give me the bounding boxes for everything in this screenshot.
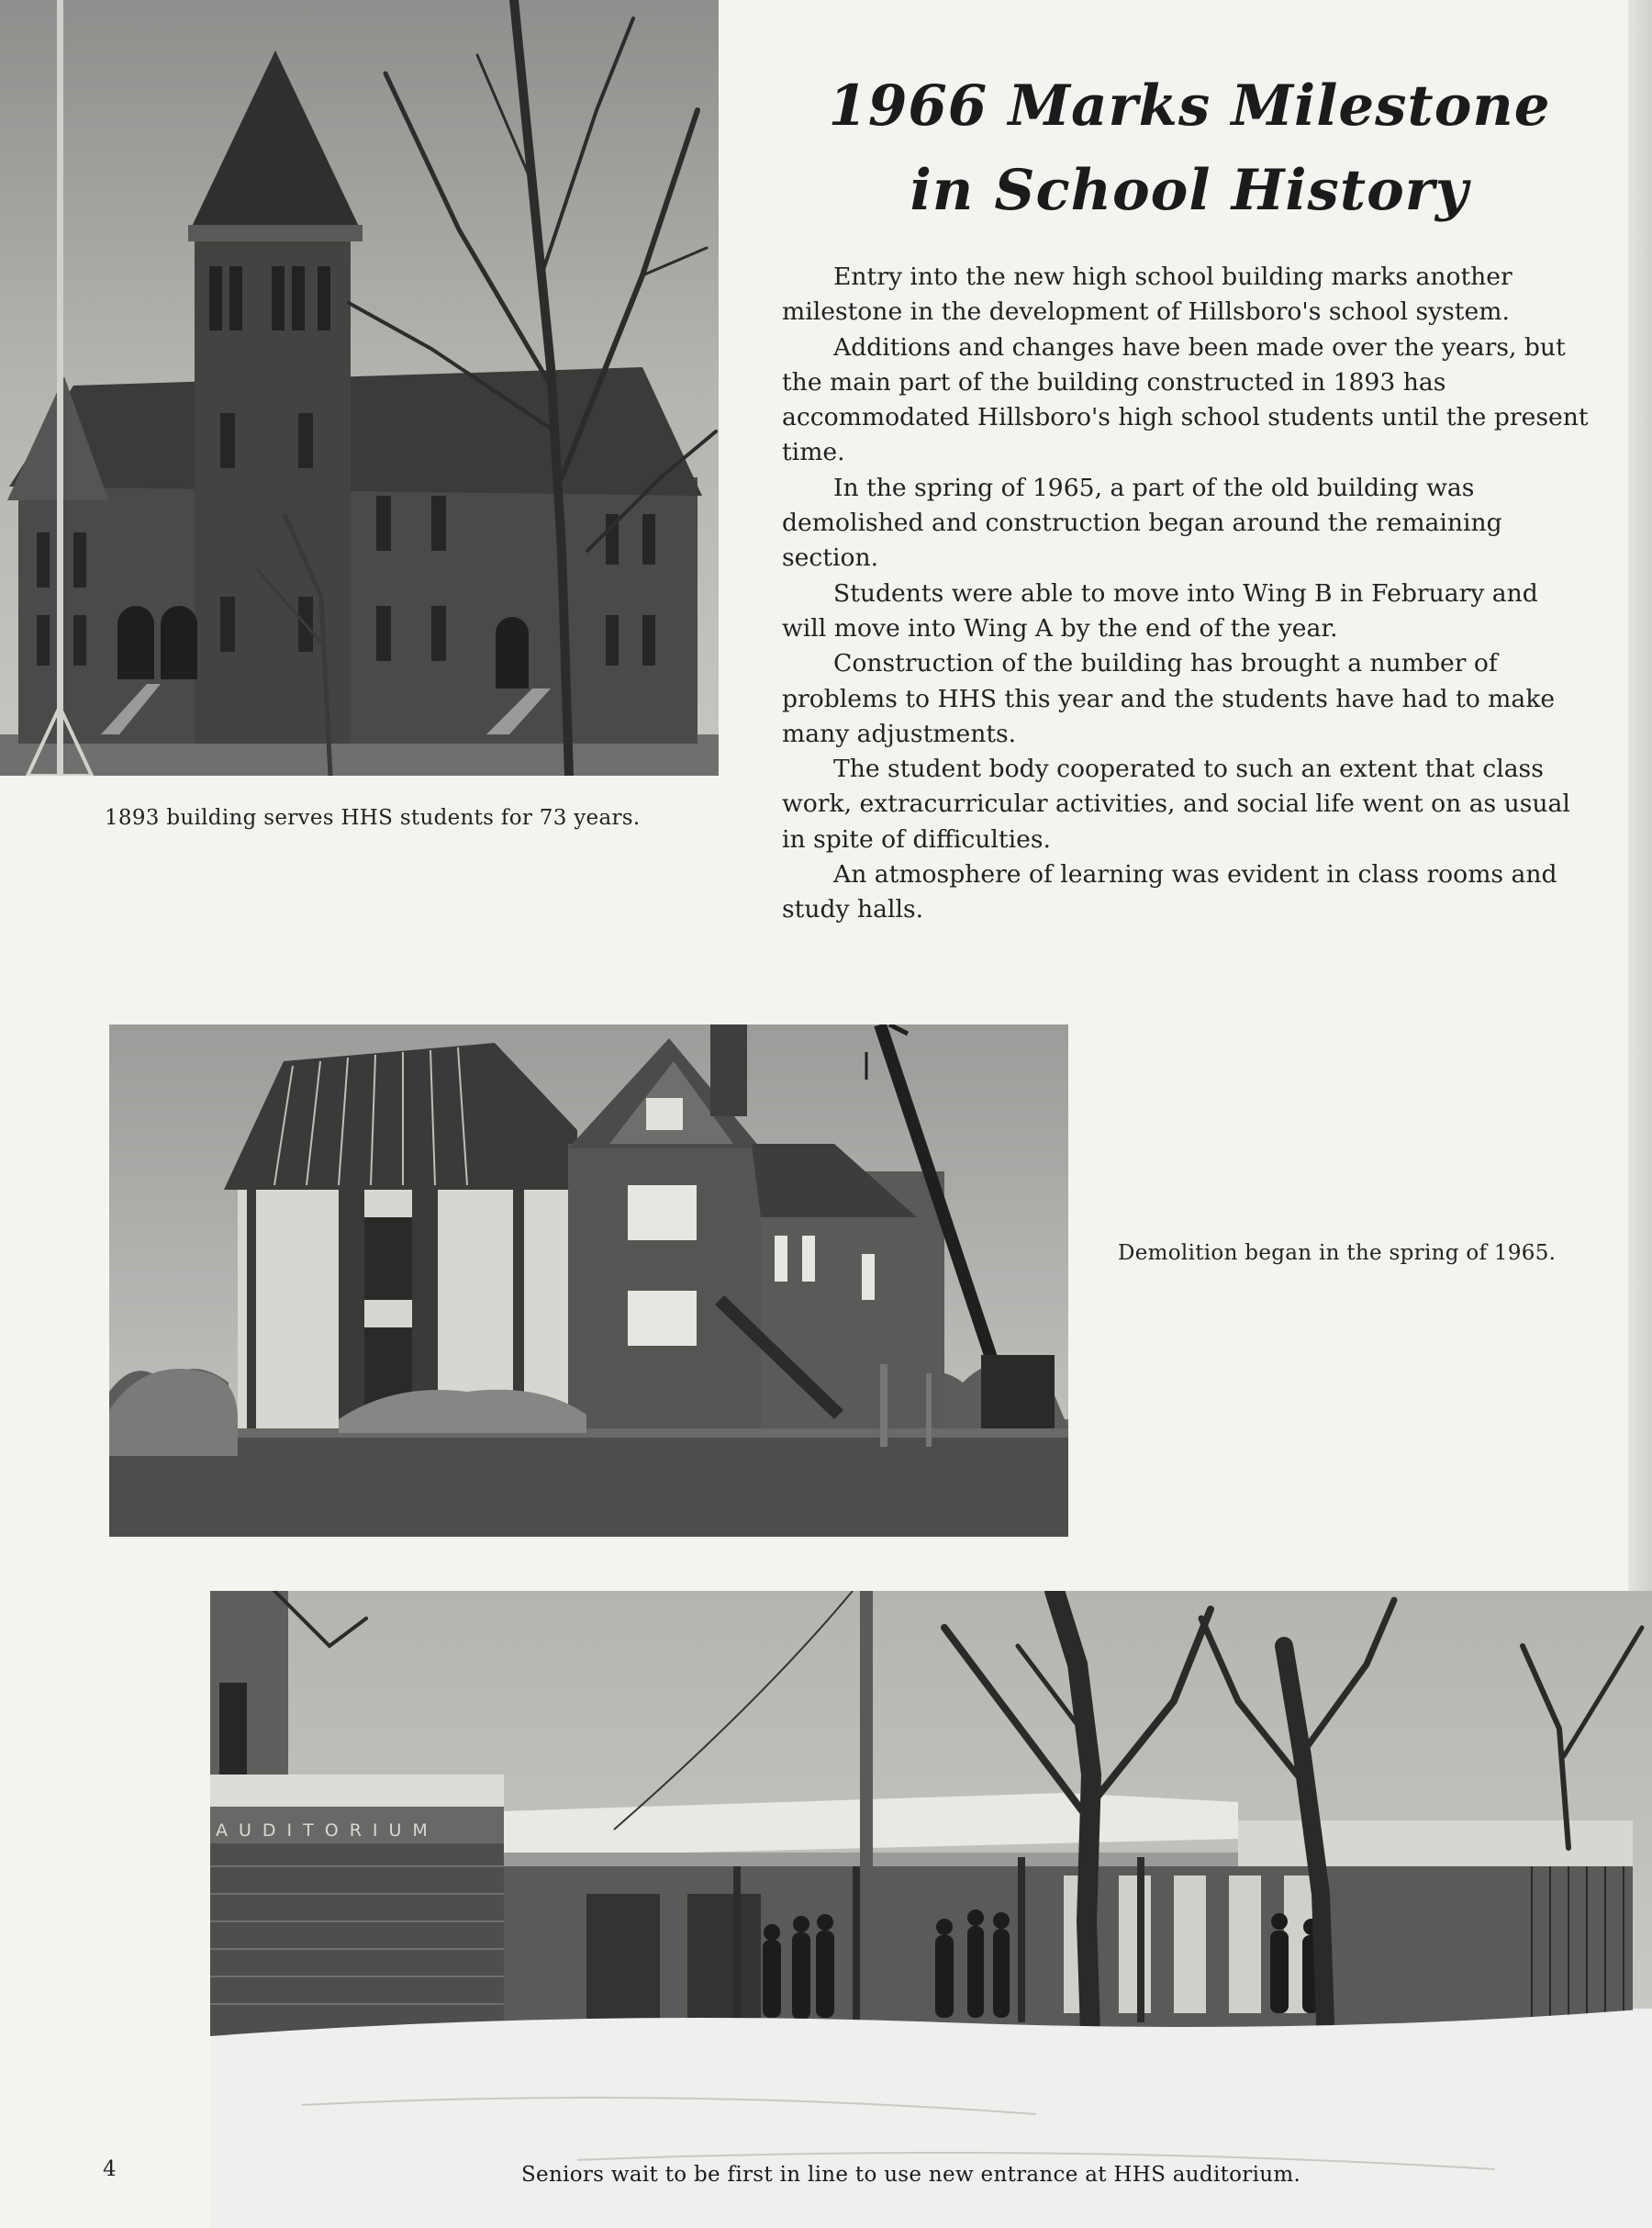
demolition-photo bbox=[109, 1024, 1068, 1537]
new-entrance-caption: Seniors wait to be first in line to use new entrance at HHS auditorium. bbox=[521, 2163, 1301, 2187]
demolition-caption: Demolition began in the spring of 1965. bbox=[1118, 1241, 1557, 1265]
page-number: 4 bbox=[103, 2157, 117, 2181]
title-line-2: in School History bbox=[910, 158, 1469, 223]
page-title bbox=[776, 64, 1602, 233]
article-paragraph: Students were able to move into Wing B in February and will move into Wing A by the end of the year. bbox=[782, 578, 1538, 643]
demolition-illustration bbox=[109, 1024, 1068, 1537]
article-paragraph: An atmosphere of learning was evident in class rooms and study halls. bbox=[782, 860, 1557, 924]
title-line-1: 1966 Marks Milestone bbox=[828, 73, 1551, 139]
old-building-caption: 1893 building serves HHS students for 73 years. bbox=[105, 806, 641, 830]
old-building-illustration bbox=[0, 0, 719, 776]
article-paragraph: The student body cooperated to such an extent that class work, extracurricular activities, and social life went on as usual in spite of difficulties. bbox=[782, 755, 1570, 854]
article-paragraph: Construction of the building has brought a number of problems to HHS this year and the students have had to make many adjustments. bbox=[782, 649, 1556, 748]
article-paragraph: Entry into the new high school building marks another milestone in the development of Hillsboro's school system. bbox=[782, 263, 1512, 327]
old-building-photo bbox=[0, 0, 719, 776]
article-body bbox=[782, 260, 1590, 928]
new-entrance-photo bbox=[210, 1591, 1652, 2228]
article-paragraph: In the spring of 1965, a part of the old building was demolished and construction began around the remaining section. bbox=[782, 473, 1502, 573]
article-paragraph: Additions and changes have been made over the years, but the main part of the building constructed in 1893 has accommodated Hillsboro's high school students until the present time. bbox=[782, 332, 1589, 467]
new-entrance-illustration bbox=[210, 1591, 1652, 2228]
auditorium-sign: AUDITORIUM bbox=[216, 1820, 439, 1841]
